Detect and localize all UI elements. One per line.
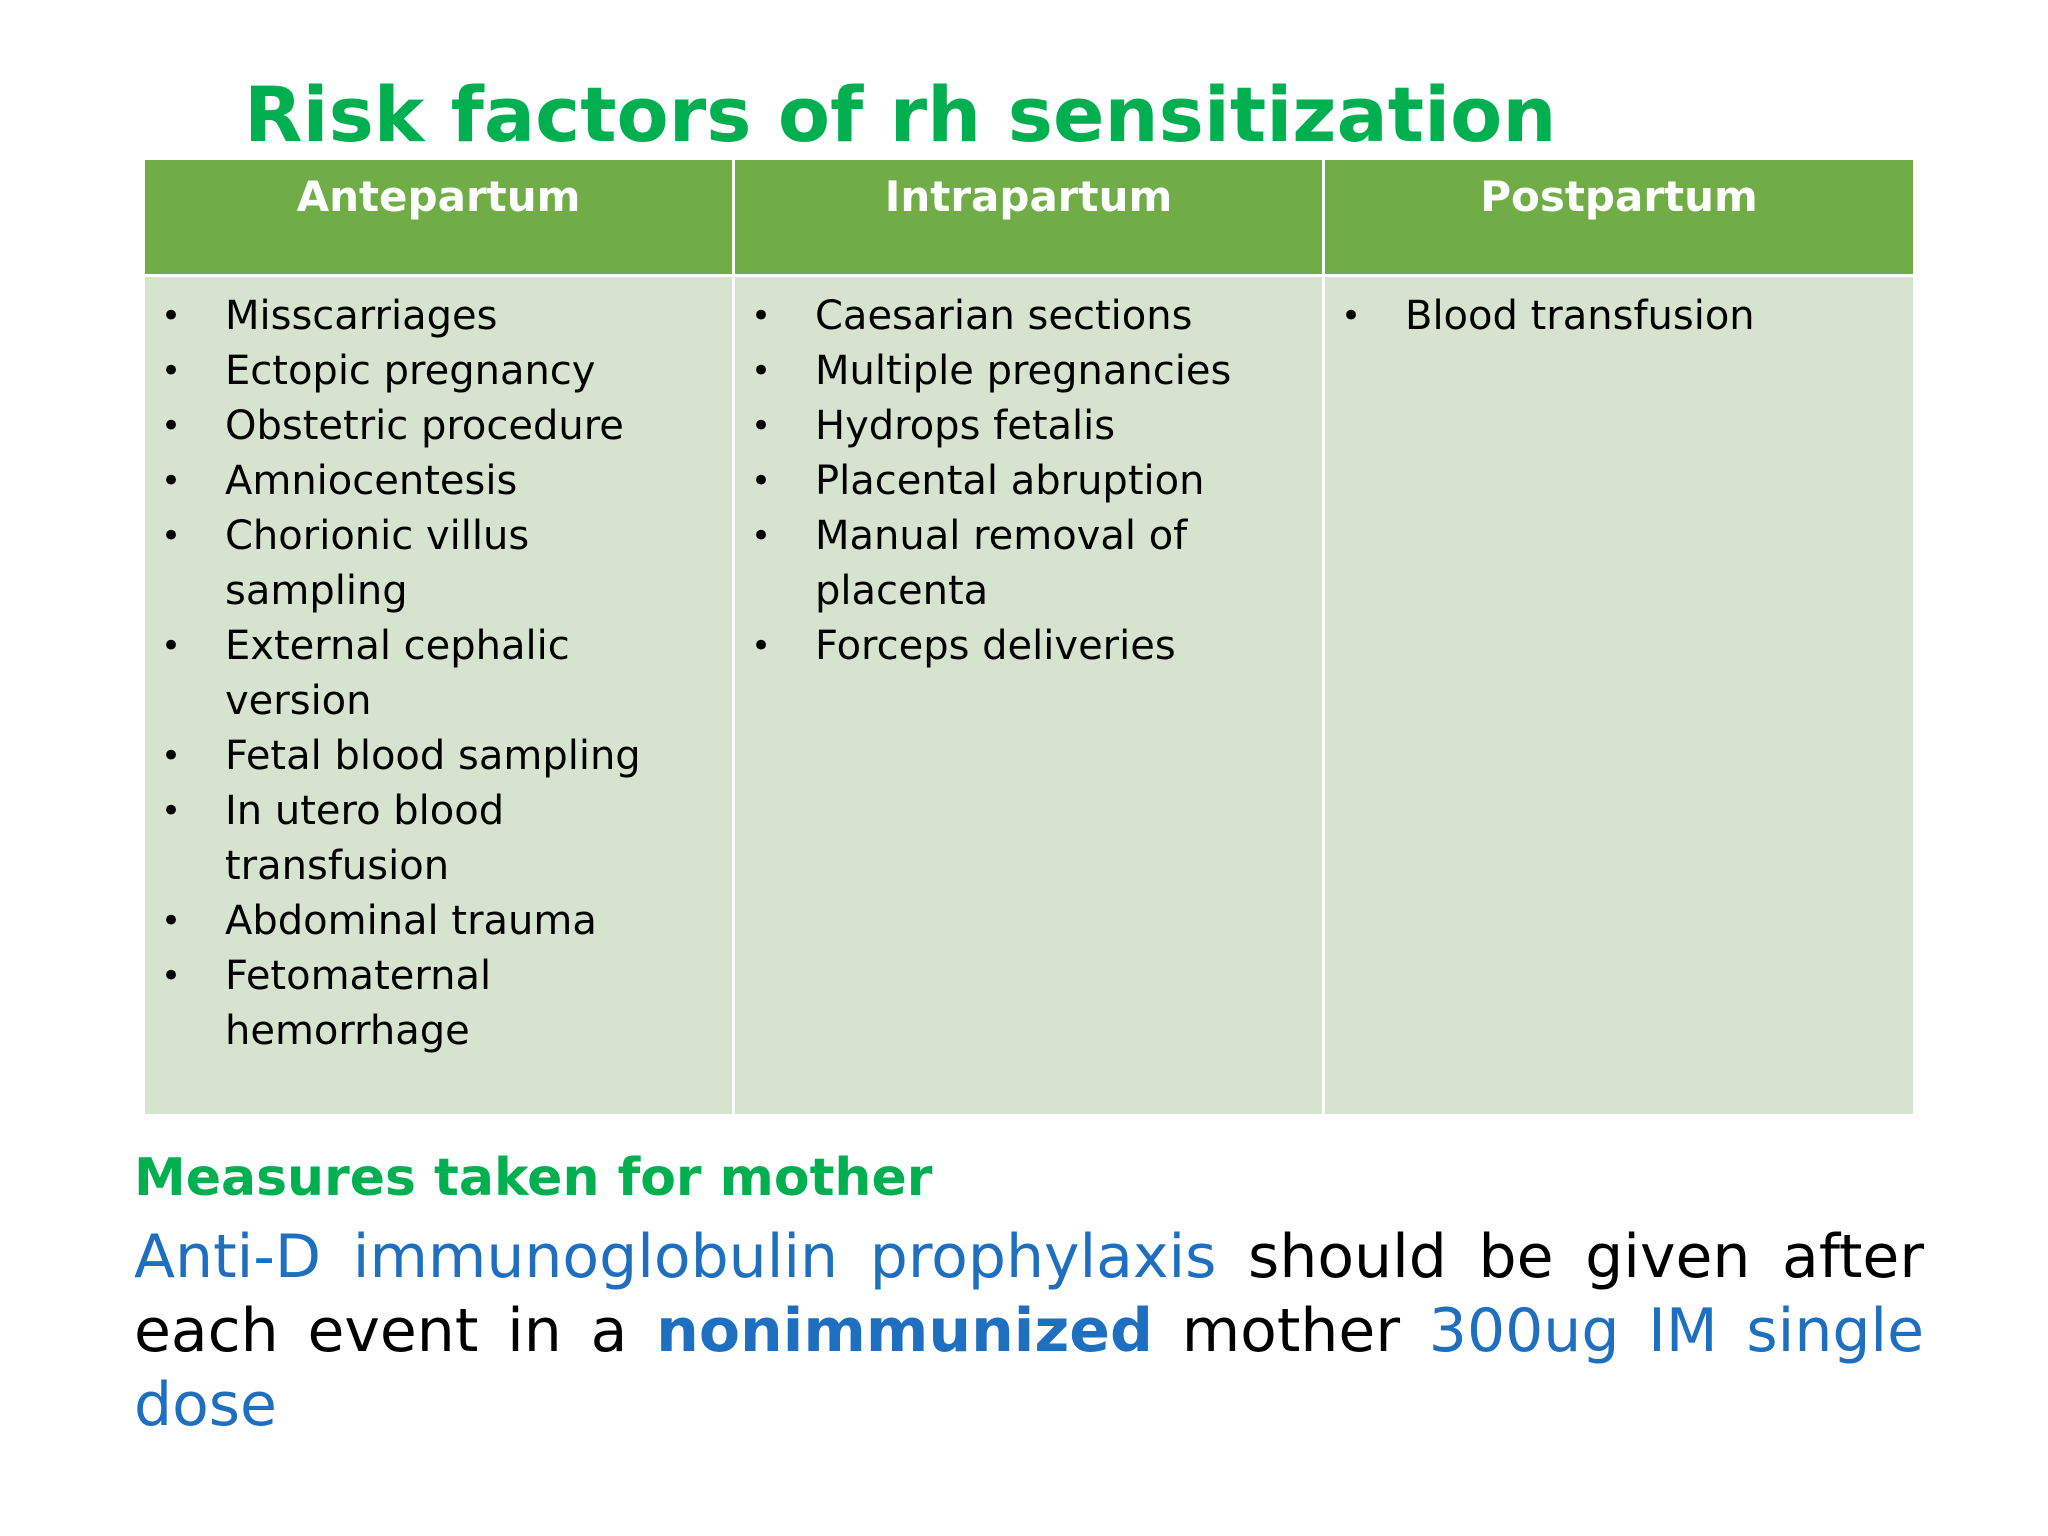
column-header-intrapartum: Intrapartum [735,160,1322,274]
bullet-icon: • [161,901,182,941]
list-item [145,454,732,509]
list-item [735,289,1322,344]
column-header-antepartum: Antepartum [145,160,732,274]
list-item-text: Manual removal of placenta [815,513,1188,614]
list-item [145,509,732,619]
list-item-text: Fetal blood sampling [225,733,641,779]
list-item-text: Fetomaternal hemorrhage [225,953,492,1054]
list-item-text: Hydrops fetalis [815,403,1116,449]
list-item-text: Blood transfusion [1405,293,1755,339]
bullet-icon: • [161,351,182,391]
bullet-icon: • [161,516,182,556]
list-item-text: Chorionic villus sampling [225,513,530,614]
list-item [735,619,1322,674]
list-item [1325,289,1913,344]
list-item-text: Forceps deliveries [815,623,1176,669]
list-item-text: Obstetric procedure [225,403,624,449]
list-item-text: Amniocentesis [225,458,518,504]
nonimmunized-term: nonimmunized [656,1296,1153,1366]
list-item-text: In utero blood transfusion [225,788,505,889]
measures-heading: Measures taken for mother [134,1148,933,1208]
list-item [735,399,1322,454]
column-header-postpartum: Postpartum [1325,160,1913,274]
bullet-icon: • [161,791,182,831]
list-item-text: Misscarriages [225,293,498,339]
dose-term: 300ug IM single dose [134,1296,1925,1440]
list-item [145,399,732,454]
postpartum-list [1325,289,1913,344]
antepartum-cell [145,277,732,1114]
antepartum-list [145,289,732,1059]
bullet-icon: • [161,296,182,336]
bullet-icon: • [161,736,182,776]
bullet-icon: • [751,406,772,446]
list-item-text: Multiple pregnancies [815,348,1232,394]
list-item-text: Abdominal trauma [225,898,597,944]
intrapartum-cell [735,277,1322,1114]
bullet-icon: • [751,516,772,556]
measures-text-segment: should be given after each event in a [134,1222,1925,1366]
list-item-text: Caesarian sections [815,293,1193,339]
measures-text-segment: mother [1152,1296,1429,1366]
list-item [145,289,732,344]
list-item [145,619,732,729]
postpartum-cell [1325,277,1913,1114]
bullet-icon: • [161,956,182,996]
bullet-icon: • [161,406,182,446]
list-item-text: Ectopic pregnancy [225,348,596,394]
list-item [735,454,1322,509]
bullet-icon: • [751,351,772,391]
bullet-icon: • [751,461,772,501]
measures-paragraph [134,1220,1924,1442]
list-item [145,344,732,399]
list-item [735,344,1322,399]
bullet-icon: • [751,626,772,666]
bullet-icon: • [161,626,182,666]
anti-d-term: Anti-D immunoglobulin prophylaxis [134,1222,1217,1292]
list-item [145,894,732,949]
bullet-icon: • [751,296,772,336]
risk-factors-table [145,160,1913,1115]
intrapartum-list [735,289,1322,674]
bullet-icon: • [161,461,182,501]
list-item [145,784,732,894]
bullet-icon: • [1341,296,1362,336]
list-item [145,729,732,784]
list-item [145,949,732,1059]
list-item-text: External cephalic version [225,623,570,724]
slide-title: Risk factors of rh sensitization [244,70,1557,159]
list-item-text: Placental abruption [815,458,1205,504]
list-item [735,509,1322,619]
